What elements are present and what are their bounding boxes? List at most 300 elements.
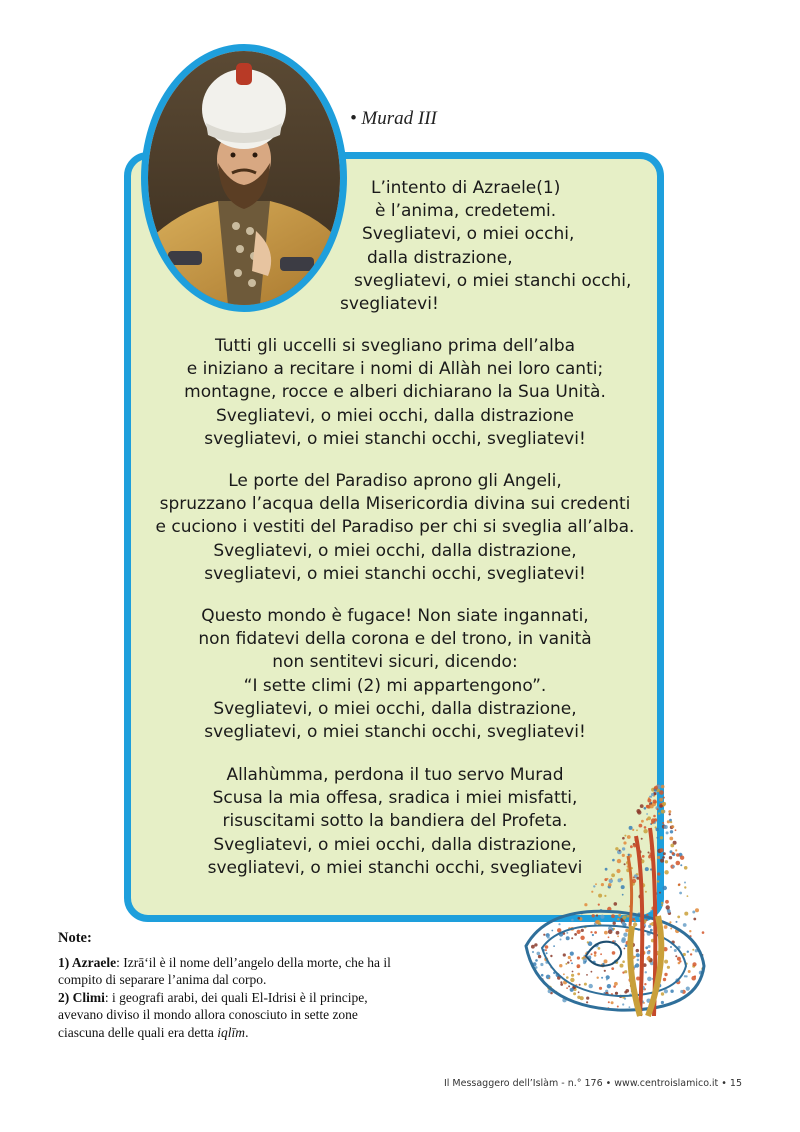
stanza-line: e cuciono i vestiti del Paradiso per chi si sveglia all’alba. bbox=[155, 517, 635, 538]
ornament-dot bbox=[578, 991, 580, 993]
ornament-dot bbox=[661, 902, 663, 904]
ornament-dot bbox=[581, 929, 584, 932]
ornament-dot bbox=[538, 955, 541, 958]
ornament-dot bbox=[613, 985, 616, 988]
ornament-dot bbox=[622, 922, 625, 925]
ornament-dot bbox=[645, 946, 648, 949]
ornament-dot bbox=[614, 902, 618, 906]
ornament-dot bbox=[571, 919, 574, 922]
ornament-dot bbox=[547, 936, 550, 939]
ornament-dot bbox=[670, 844, 674, 848]
ornament-dot bbox=[636, 829, 638, 831]
ornament-dot bbox=[624, 835, 626, 837]
ornament-dot bbox=[640, 804, 644, 808]
ornament-dot bbox=[676, 921, 678, 923]
ornament-dot bbox=[633, 922, 637, 926]
ornament-dot bbox=[571, 962, 573, 964]
ornament-dot bbox=[656, 837, 658, 839]
ornament-dot bbox=[617, 1006, 619, 1008]
stanza-line: montagne, rocce e alberi dichiarano la Sua Unità. bbox=[184, 382, 606, 403]
ornament-dot bbox=[611, 873, 615, 877]
footer: Il Messaggero dell’Islàm - n.° 176 • www.centroislamico.it • 15 bbox=[443, 1078, 742, 1089]
tughra-ornament bbox=[508, 776, 720, 1026]
ornament-dot bbox=[687, 951, 689, 953]
ornament-dot bbox=[618, 914, 621, 917]
ornament-dot bbox=[560, 939, 562, 941]
ornament-dot bbox=[672, 852, 675, 855]
ornament-dot bbox=[604, 931, 608, 935]
ornament-dot bbox=[680, 990, 683, 993]
ornament-dot bbox=[684, 866, 688, 870]
ornament-dot bbox=[669, 819, 672, 822]
ornament-dot bbox=[627, 835, 631, 839]
ornament-dot bbox=[683, 923, 687, 927]
ornament-dot bbox=[662, 856, 665, 859]
ornament-dot bbox=[665, 860, 668, 863]
ornament-dot bbox=[572, 971, 574, 973]
ornament-dot bbox=[680, 864, 682, 866]
ornament-dot bbox=[636, 809, 640, 813]
ornament-dot bbox=[659, 798, 663, 802]
ornament-dot bbox=[574, 933, 577, 936]
ornament-dot bbox=[540, 963, 543, 966]
stanza-line: Svegliatevi, o miei occhi, bbox=[362, 224, 575, 245]
ornament-dot bbox=[654, 786, 658, 790]
ornament-dot bbox=[560, 981, 562, 983]
ornament-dot bbox=[595, 883, 597, 885]
notes bbox=[58, 930, 403, 1042]
ornament-dot bbox=[571, 974, 574, 977]
ornament-dot bbox=[617, 859, 621, 863]
stanza-line: spruzzano l’acqua della Misericordia divina sui credenti bbox=[159, 494, 631, 515]
ornament-dot bbox=[546, 952, 548, 954]
ornament-dot bbox=[598, 894, 602, 898]
ornament-dot bbox=[664, 825, 668, 829]
ornament-dot bbox=[626, 915, 629, 918]
ornament-dot bbox=[692, 962, 696, 966]
ornament-dot bbox=[566, 936, 570, 940]
ornament-dot bbox=[598, 904, 600, 906]
ornament-dot bbox=[648, 852, 650, 854]
ornament-dot bbox=[639, 824, 643, 828]
ornament-dot bbox=[570, 952, 574, 956]
ornament-dot bbox=[617, 935, 619, 937]
ornament-dot bbox=[541, 974, 544, 977]
ornament-dot bbox=[593, 885, 595, 887]
ornament-dot bbox=[611, 1001, 614, 1004]
ornament-dot bbox=[647, 951, 651, 955]
ornament-dot bbox=[601, 977, 603, 979]
ornament-dot bbox=[628, 854, 630, 856]
stanza-4 bbox=[150, 605, 640, 744]
note-text: : Izrā‘il è il nome dell’angelo della morte, che ha il compito di separare l’anima dal corpo. bbox=[58, 954, 391, 988]
ornament-dot bbox=[675, 849, 677, 851]
note-italic: iqlīm bbox=[217, 1024, 246, 1040]
ornament-dot bbox=[608, 929, 613, 934]
ornament-dot bbox=[670, 928, 672, 930]
ornament-dot bbox=[563, 973, 565, 975]
ornament-dot bbox=[644, 983, 646, 985]
ornament-dot bbox=[661, 1001, 664, 1004]
ornament-dot bbox=[670, 830, 673, 833]
ornament-dot bbox=[543, 934, 545, 936]
ornament-dot bbox=[675, 829, 677, 831]
ornament-dot bbox=[647, 957, 651, 961]
ornament-dot bbox=[661, 904, 663, 906]
ornament-dot bbox=[608, 936, 610, 938]
stanza-line: è l’anima, credetemi. bbox=[375, 201, 557, 222]
ornament-dot bbox=[653, 815, 656, 818]
ornament-dot bbox=[688, 970, 691, 973]
ornament-dot bbox=[545, 949, 547, 951]
ornament-dot bbox=[635, 963, 639, 967]
ornament-dot bbox=[611, 878, 613, 880]
ornament-dot bbox=[595, 920, 599, 924]
ornament-dot bbox=[614, 982, 618, 986]
ornament-dot bbox=[650, 804, 654, 808]
ornament-dot bbox=[661, 992, 664, 995]
stanza-line: Tutti gli uccelli si svegliano prima dell’alba bbox=[214, 336, 576, 356]
stanza-line: svegliatevi! bbox=[340, 294, 439, 315]
ornament-dot bbox=[618, 878, 622, 882]
ornament-dot bbox=[604, 895, 606, 897]
ornament-dot bbox=[670, 946, 672, 948]
ornament-dot bbox=[608, 1001, 610, 1003]
ornament-dot bbox=[650, 796, 652, 798]
note-item bbox=[58, 989, 403, 1042]
ornament-dot bbox=[537, 952, 541, 956]
ornament-dot bbox=[686, 987, 690, 991]
stanza-1 bbox=[0, 177, 800, 316]
ornament-dot bbox=[606, 975, 610, 979]
ornament-dot bbox=[664, 870, 668, 874]
ornament-dot bbox=[672, 865, 675, 868]
ornament-dot bbox=[648, 925, 651, 928]
stanza-2 bbox=[150, 335, 640, 451]
ornament-dot bbox=[624, 970, 627, 973]
note-term: 1) Azraele bbox=[58, 954, 117, 970]
stanza-line: e iniziano a recitare i nomi di Allàh nei loro canti; bbox=[186, 359, 604, 380]
ornament-dot bbox=[660, 848, 664, 852]
ornament-dot bbox=[620, 964, 624, 968]
stanza-line: non sentitevi sicuri, dicendo: bbox=[272, 652, 518, 673]
ornament-dot bbox=[644, 807, 647, 810]
ornament-dot bbox=[677, 957, 681, 961]
ornament-dot bbox=[671, 825, 674, 828]
stanza-line: svegliatevi, o miei stanchi occhi, svegliatevi bbox=[207, 857, 583, 878]
ornament-dot bbox=[666, 905, 670, 909]
ornament-dot bbox=[621, 885, 625, 889]
ornament-dot bbox=[589, 984, 593, 988]
stanza-line: Svegliatevi, o miei occhi, dalla distrazione, bbox=[213, 834, 577, 855]
ornament-dot bbox=[663, 852, 666, 855]
ornament-dot bbox=[690, 953, 692, 955]
stanza-line: non fidatevi della corona e del trono, in vanità bbox=[198, 629, 592, 650]
ornament-dot bbox=[571, 937, 573, 939]
ornament-dot bbox=[624, 998, 626, 1000]
ornament-dot bbox=[646, 818, 648, 820]
ornament-dot bbox=[586, 997, 589, 1000]
stanza-line: Le porte del Paradiso aprono gli Angeli, bbox=[228, 471, 562, 491]
ornament-dot bbox=[598, 947, 601, 950]
ornament-dot bbox=[599, 987, 602, 990]
ornament-dot bbox=[563, 953, 566, 956]
ornament-dot bbox=[600, 953, 602, 955]
ornament-dot bbox=[611, 914, 615, 918]
stanza-line: Svegliatevi, o miei occhi, dalla distrazione, bbox=[213, 698, 577, 719]
ornament-dot bbox=[657, 872, 660, 875]
ornament-dot bbox=[613, 922, 616, 925]
stanza-line: L’intento di Azraele(1) bbox=[371, 178, 561, 198]
ornament-dot bbox=[566, 976, 569, 979]
ornament-dot bbox=[534, 943, 537, 946]
ornament-dot bbox=[570, 988, 574, 992]
ornament-dot bbox=[657, 856, 660, 859]
ornament-dot bbox=[558, 923, 560, 925]
ornament-dot bbox=[629, 1006, 631, 1008]
ornament-dot bbox=[653, 800, 657, 804]
ornament-dot bbox=[545, 945, 549, 949]
ornament-dot bbox=[559, 964, 562, 967]
ornament-dot bbox=[692, 949, 694, 951]
ornament-dot bbox=[636, 953, 640, 957]
ornament-dot bbox=[668, 810, 671, 813]
ornament-dot bbox=[659, 790, 664, 795]
ornament-dot bbox=[663, 797, 665, 799]
ornament-dot bbox=[675, 955, 677, 957]
notes-heading: Note: bbox=[58, 930, 92, 946]
ornament-dot bbox=[624, 948, 626, 950]
ornament-dot bbox=[647, 799, 651, 803]
ornament-dot bbox=[577, 930, 581, 934]
ornament-dot bbox=[637, 959, 640, 962]
ornament-dot bbox=[689, 930, 691, 932]
ornament-dot bbox=[687, 895, 689, 897]
ornament-dot bbox=[550, 955, 552, 957]
ornament-dot bbox=[641, 838, 643, 840]
ornament-dot bbox=[596, 914, 598, 916]
ornament-dot bbox=[657, 808, 659, 810]
stanza-3 bbox=[150, 470, 640, 586]
stanza-line: svegliatevi, o miei stanchi occhi, svegliatevi! bbox=[204, 428, 586, 449]
ornament-dot bbox=[594, 931, 597, 934]
stanza-line: Svegliatevi, o miei occhi, dalla distrazione, bbox=[213, 540, 577, 561]
stanza-line: Allahùmma, perdona il tuo servo Murad bbox=[226, 765, 564, 785]
ornament-dot bbox=[629, 826, 633, 830]
ornament-dot bbox=[623, 841, 626, 844]
ornament-dot bbox=[619, 850, 621, 852]
ornament-dot bbox=[584, 903, 587, 906]
ornament-dot bbox=[615, 847, 618, 850]
ornament-dot bbox=[597, 977, 599, 979]
ornament-dot bbox=[669, 856, 672, 859]
ornament-dot bbox=[679, 892, 682, 895]
ornament-dot bbox=[641, 820, 644, 823]
ornament-dot bbox=[622, 837, 625, 840]
ornament-dot bbox=[684, 882, 686, 884]
ornament-dot bbox=[586, 1001, 588, 1003]
ornament-dot bbox=[605, 868, 608, 871]
stanza-line: Questo mondo è fugace! Non siate ingannati, bbox=[201, 606, 589, 626]
note-item bbox=[58, 954, 403, 989]
ornament-dot bbox=[664, 973, 667, 976]
ornament-dot bbox=[634, 920, 636, 922]
ornament-dot bbox=[622, 915, 626, 919]
ornament-dot bbox=[607, 984, 611, 988]
ornament-dot bbox=[617, 918, 619, 920]
ornament-dot bbox=[665, 900, 669, 904]
ornament-dot bbox=[594, 951, 597, 954]
ornament-dot bbox=[622, 854, 625, 857]
ornament-dot bbox=[535, 959, 538, 962]
ornament-dot bbox=[669, 837, 673, 841]
ornament-dot bbox=[695, 908, 699, 912]
stanza-line: Svegliatevi, o miei occhi, dalla distrazione bbox=[216, 405, 574, 426]
ornament-dot bbox=[616, 931, 620, 935]
ornament-dot bbox=[549, 977, 551, 979]
stanza-line: “I sette climi (2) mi appartengono”. bbox=[243, 675, 547, 696]
ornament-dot bbox=[570, 978, 574, 982]
stanza-line: Scusa la mia offesa, sradica i miei misfatti, bbox=[212, 788, 578, 809]
ornament-dot bbox=[560, 983, 563, 986]
ornament-dot bbox=[622, 894, 624, 896]
ornament-dot bbox=[692, 911, 695, 914]
ornament-dot bbox=[531, 945, 535, 949]
ornament-dot bbox=[645, 971, 647, 973]
ornament-dot bbox=[667, 909, 671, 913]
ornament-dot bbox=[567, 961, 569, 963]
ornament-dot bbox=[669, 813, 671, 815]
ornament-dot bbox=[566, 932, 568, 934]
ornament-dot bbox=[666, 831, 669, 834]
ornament-dot bbox=[684, 975, 686, 977]
note-text: : i geografi arabi, dei quali El-Idrisi è il principe, avevano diviso il mondo allora conosciuto in sette zone ciascuna delle quali era detta bbox=[58, 989, 368, 1040]
ornament-dot bbox=[642, 855, 645, 858]
ornament-dot bbox=[532, 951, 534, 953]
ornament-dot bbox=[568, 956, 571, 959]
ornament-dot bbox=[645, 891, 647, 893]
ornament-dot bbox=[607, 878, 609, 880]
ornament-dot bbox=[626, 989, 630, 993]
ornament-dot bbox=[614, 940, 616, 942]
ornament-dot bbox=[658, 812, 660, 814]
ornament-dot bbox=[662, 802, 666, 806]
ornament-dot bbox=[566, 987, 568, 989]
ornament-dot bbox=[568, 985, 570, 987]
ornament-dot bbox=[611, 967, 614, 970]
ornament-dot bbox=[661, 785, 665, 789]
ornament-dot bbox=[553, 945, 555, 947]
ornament-dot bbox=[691, 976, 696, 981]
note-term: 2) Climi bbox=[58, 989, 105, 1005]
ornament-dot bbox=[632, 829, 634, 831]
ornament-dot bbox=[577, 956, 580, 959]
ornament-dot bbox=[577, 973, 580, 976]
ornament-dot bbox=[601, 883, 604, 886]
ornament-dot bbox=[667, 966, 670, 969]
ornament-dot bbox=[651, 793, 654, 796]
ornament-dot bbox=[580, 936, 584, 940]
ornament-dot bbox=[580, 996, 584, 1000]
ornament-dot bbox=[625, 929, 628, 932]
ornament-dot bbox=[633, 877, 635, 879]
ornament-dot bbox=[657, 880, 659, 882]
portrait-caption: • Murad III bbox=[350, 108, 437, 129]
ornament-dot bbox=[606, 979, 608, 981]
ornament-dot bbox=[573, 992, 576, 995]
ornament-dot bbox=[622, 937, 626, 941]
ornament-dot bbox=[586, 974, 588, 976]
ornament-dot bbox=[664, 960, 668, 964]
ornament-dot bbox=[662, 822, 664, 824]
ornament-dot bbox=[592, 914, 595, 917]
ornament-dot bbox=[587, 941, 589, 943]
ornament-dot bbox=[663, 886, 667, 890]
tughra-dots bbox=[531, 785, 704, 1010]
ornament-dot bbox=[649, 923, 651, 925]
ornament-dot bbox=[636, 949, 639, 952]
ornament-dot bbox=[674, 949, 677, 952]
ornament-dot bbox=[650, 910, 652, 912]
ornament-dot bbox=[670, 990, 673, 993]
ornament-dot bbox=[680, 856, 684, 860]
ornament-dot bbox=[579, 984, 581, 986]
ornament-dot bbox=[684, 912, 688, 916]
ornament-dot bbox=[624, 863, 626, 865]
ornament-dot bbox=[647, 977, 652, 982]
ornament-dot bbox=[684, 886, 686, 888]
stanza-line: svegliatevi, o miei stanchi occhi, bbox=[354, 270, 632, 291]
ornament-dot bbox=[643, 829, 647, 833]
ornament-dot bbox=[677, 916, 680, 919]
ornament-dot bbox=[584, 983, 587, 986]
ornament-dot bbox=[578, 917, 581, 920]
ornament-dot bbox=[600, 915, 604, 919]
ornament-dot bbox=[645, 867, 649, 871]
ornament-dot bbox=[650, 929, 653, 932]
ornament-dot bbox=[644, 826, 647, 829]
ornament-dot bbox=[615, 992, 618, 995]
ornament-dot bbox=[664, 925, 668, 929]
ornament-dot bbox=[608, 883, 612, 887]
ornament-dot bbox=[584, 961, 586, 963]
ornament-dot bbox=[659, 892, 661, 894]
ornament-dot bbox=[622, 960, 625, 963]
stanza-line: svegliatevi, o miei stanchi occhi, svegliatevi! bbox=[204, 563, 586, 584]
ornament-dot bbox=[591, 891, 593, 893]
ornament-dot bbox=[594, 954, 597, 957]
ornament-dot bbox=[604, 959, 608, 963]
ornament-dot bbox=[577, 964, 581, 968]
ornament-dot bbox=[660, 859, 664, 863]
ornament-dot bbox=[616, 869, 620, 873]
ornament-dot bbox=[565, 963, 567, 965]
ornament-dot bbox=[646, 805, 650, 809]
ornament-dot bbox=[591, 971, 593, 973]
ornament-dot bbox=[676, 861, 681, 866]
ornament-dot bbox=[570, 960, 572, 962]
ornament-dot bbox=[604, 970, 606, 972]
ornament-dot bbox=[663, 978, 666, 981]
ornament-dot bbox=[612, 859, 615, 862]
stanza-line: svegliatevi, o miei stanchi occhi, svegliatevi! bbox=[204, 722, 586, 743]
ornament-dot bbox=[693, 918, 696, 921]
ornament-dot bbox=[623, 933, 627, 937]
ornament-dot bbox=[676, 853, 680, 857]
ornament-dot bbox=[661, 810, 665, 814]
stanza-line: risuscitami sotto la bandiera del Profeta. bbox=[222, 811, 568, 832]
ornament-dot bbox=[591, 953, 593, 955]
